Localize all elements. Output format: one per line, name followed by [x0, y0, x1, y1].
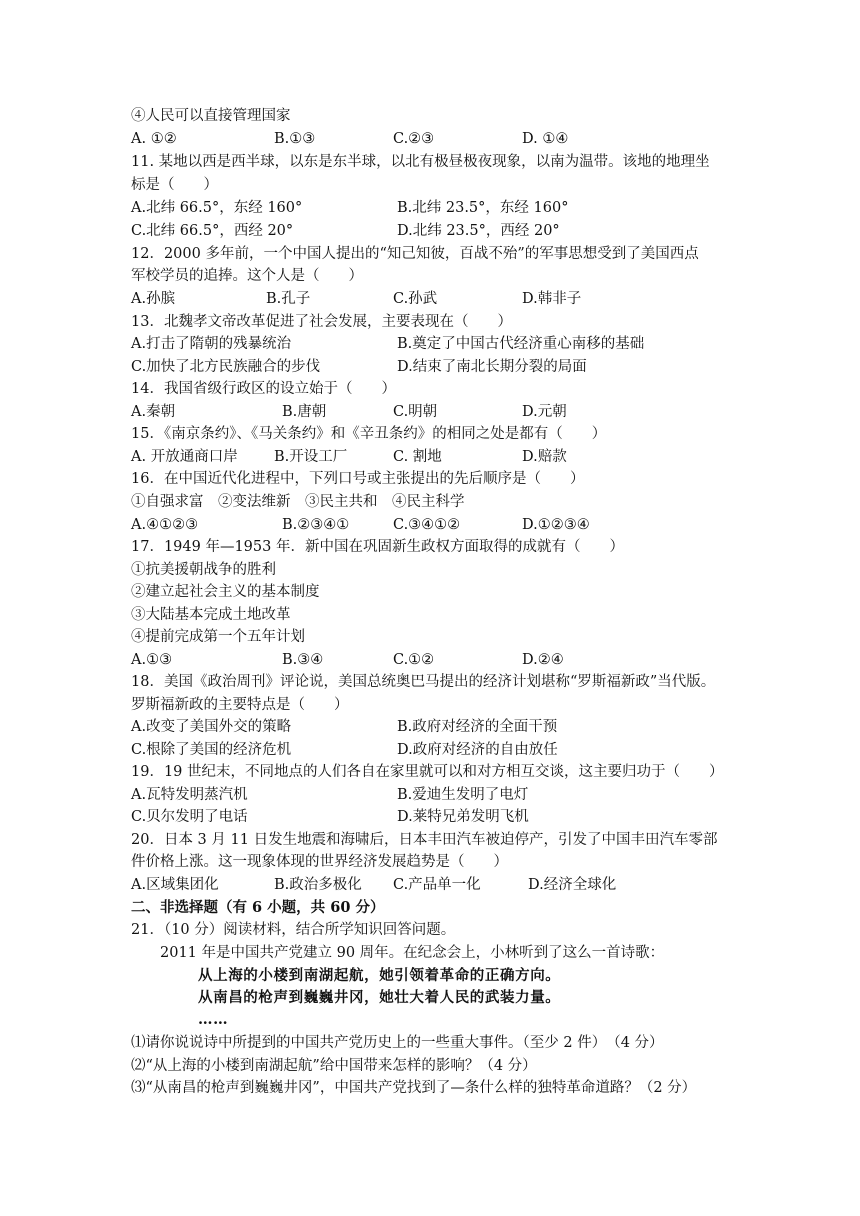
q17-option-c: C.①② [393, 652, 435, 668]
q21-part-2: ⑵“从上海的小楼到南湖起航”给中国带来怎样的影响？（4 分） [131, 1058, 537, 1074]
q18-option-c: C.根除了美国的经济危机 [131, 742, 292, 758]
q11-option-b: B.北纬 23.5°，东经 160° [397, 200, 569, 216]
q14-option-b: B.唐朝 [282, 404, 327, 420]
q12-option-b: B.孔子 [266, 291, 311, 307]
q16-option-d: D.①②③④ [522, 517, 590, 533]
q12-option-a: A.孙膑 [131, 291, 176, 307]
q12-option-c: C.孙武 [393, 291, 438, 307]
q15-option-a: A. 开放通商口岸 [131, 449, 238, 465]
q16-stem: 16．在中国近代化进程中，下列口号或主张提出的先后顺序是（ ） [131, 471, 585, 487]
q18-stem-cont: 罗斯福新政的主要特点是（ ） [131, 697, 349, 713]
q11-option-c: C.北纬 66.5°，西经 20° [131, 223, 294, 239]
q17-option-b: B.③④ [282, 652, 324, 668]
q10-option-b: B.①③ [274, 131, 316, 147]
q13-stem: 13．北魏孝文帝改革促进了社会发展，主要表现在（ ） [131, 314, 512, 330]
q17-statement-3: ③大陆基本完成土地改革 [131, 607, 291, 623]
q16-slogans: ①自强求富 ②变法维新 ③民主共和 ④民主科学 [131, 494, 465, 510]
q19-option-d: D.莱特兄弟发明飞机 [397, 809, 529, 825]
q16-option-c: C.③④①② [393, 517, 461, 533]
q10-option-a: A. ①② [131, 131, 177, 147]
q15-stem: 15．《南京条约》、《马关条约》和《辛丑条约》的相同之处是都有（ ） [131, 426, 607, 442]
q20-option-a: A.区域集团化 [131, 877, 219, 893]
q20-option-c: C.产品单一化 [393, 877, 481, 893]
poem-line-1: 从上海的小楼到南湖起航，她引领着革命的正确方向。 [198, 967, 561, 984]
q19-stem: 19．19 世纪末，不同地点的人们各自在家里就可以和对方相互交谈，这主要归功于（ ） [131, 764, 724, 780]
q12-stem: 12．2000 多年前，一个中国人提出的“知己知彼，百战不殆”的军事思想受到了美国西点 [131, 246, 699, 262]
q21-part-3: ⑶“从南昌的枪声到巍巍井冈”，中国共产党找到了—条什么样的独特革命道路？（2 分） [131, 1080, 697, 1096]
q19-option-c: C.贝尔发明了电话 [131, 809, 248, 825]
q21-stem: 21．（10 分）阅读材料，结合所学知识回答问题。 [131, 922, 456, 938]
section-2-heading: 二、非选择题（有 6 小题，共 60 分） [131, 899, 385, 916]
poem-ellipsis: …… [198, 1011, 229, 1028]
q14-option-a: A.秦朝 [131, 404, 176, 420]
q11-option-a: A.北纬 66.5°，东经 160° [131, 200, 303, 216]
q11-option-d: D.北纬 23.5°，西经 20° [397, 223, 560, 239]
q18-option-a: A.改变了美国外交的策略 [131, 719, 292, 735]
q17-statement-2: ②建立起社会主义的基本制度 [131, 584, 320, 600]
q13-option-c: C.加快了北方民族融合的步伐 [131, 359, 321, 375]
q14-stem: 14．我国省级行政区的设立始于（ ） [131, 381, 396, 397]
q15-option-b: B.开设工厂 [274, 449, 348, 465]
q18-option-d: D.政府对经济的自由放任 [397, 742, 558, 758]
q11-stem: 11. 某地以西是西半球，以东是东半球，以北有极昼极夜现象，以南为温带。该地的地理坐 [131, 154, 710, 170]
q17-option-d: D.②④ [522, 652, 564, 668]
q19-option-a: A.瓦特发明蒸汽机 [131, 787, 248, 803]
q19-option-b: B.爱迪生发明了电灯 [397, 787, 529, 803]
q14-option-d: D.元朝 [522, 404, 567, 420]
q13-option-d: D.结束了南北长期分裂的局面 [397, 359, 587, 375]
q20-option-b: B.政治多极化 [274, 877, 362, 893]
q11-stem-cont: 标是（ ） [131, 177, 218, 193]
q18-option-b: B.政府对经济的全面干预 [397, 719, 558, 735]
q21-material: 2011 年是中国共产党建立 90 周年。在纪念会上，小林听到了这么一首诗歌： [160, 945, 665, 961]
q18-stem: 18．美国《政治周刊》评论说，美国总统奥巴马提出的经济计划堪称“罗斯福新政”当代版。 [131, 674, 716, 690]
q20-stem-cont: 件价格上涨。这一现象体现的世界经济发展趋势是（ ） [131, 854, 508, 870]
q16-option-a: A.④①②③ [131, 517, 199, 533]
q12-option-d: D.韩非子 [522, 291, 582, 307]
q10-option-d: D. ①④ [522, 131, 569, 147]
q13-option-a: A.打击了隋朝的残暴统治 [131, 336, 292, 352]
q17-stem: 17．1949 年—1953 年．新中国在巩固新生政权方面取得的成就有（ ） [131, 539, 624, 555]
q17-statement-4: ④提前完成第一个五年计划 [131, 629, 305, 645]
q21-part-1: ⑴请你说说诗中所提到的中国共产党历史上的一些重大事件。（至少 2 件） （4 分） [131, 1035, 664, 1051]
q12-stem-cont: 军校学员的追捧。这个人是（ ） [131, 268, 363, 284]
q20-option-d: D.经济全球化 [528, 877, 617, 893]
q20-stem: 20．日本 3 月 11 日发生地震和海啸后，日本丰田汽车被迫停产，引发了中国丰田汽车零部 [131, 832, 718, 848]
q16-option-b: B.②③④① [282, 517, 350, 533]
q17-statement-1: ①抗美援朝战争的胜利 [131, 562, 276, 578]
q14-option-c: C.明朝 [393, 404, 438, 420]
q13-option-b: B.奠定了中国古代经济重心南移的基础 [397, 336, 645, 352]
poem-line-2: 从南昌的枪声到巍巍井冈，她壮大着人民的武装力量。 [198, 989, 561, 1006]
q17-option-a: A.①③ [131, 652, 173, 668]
statement-4: ④人民可以直接管理国家 [131, 108, 291, 124]
q15-option-c: C. 割地 [393, 449, 442, 465]
q15-option-d: D.赔款 [522, 449, 567, 465]
q10-option-c: C.②③ [393, 131, 435, 147]
